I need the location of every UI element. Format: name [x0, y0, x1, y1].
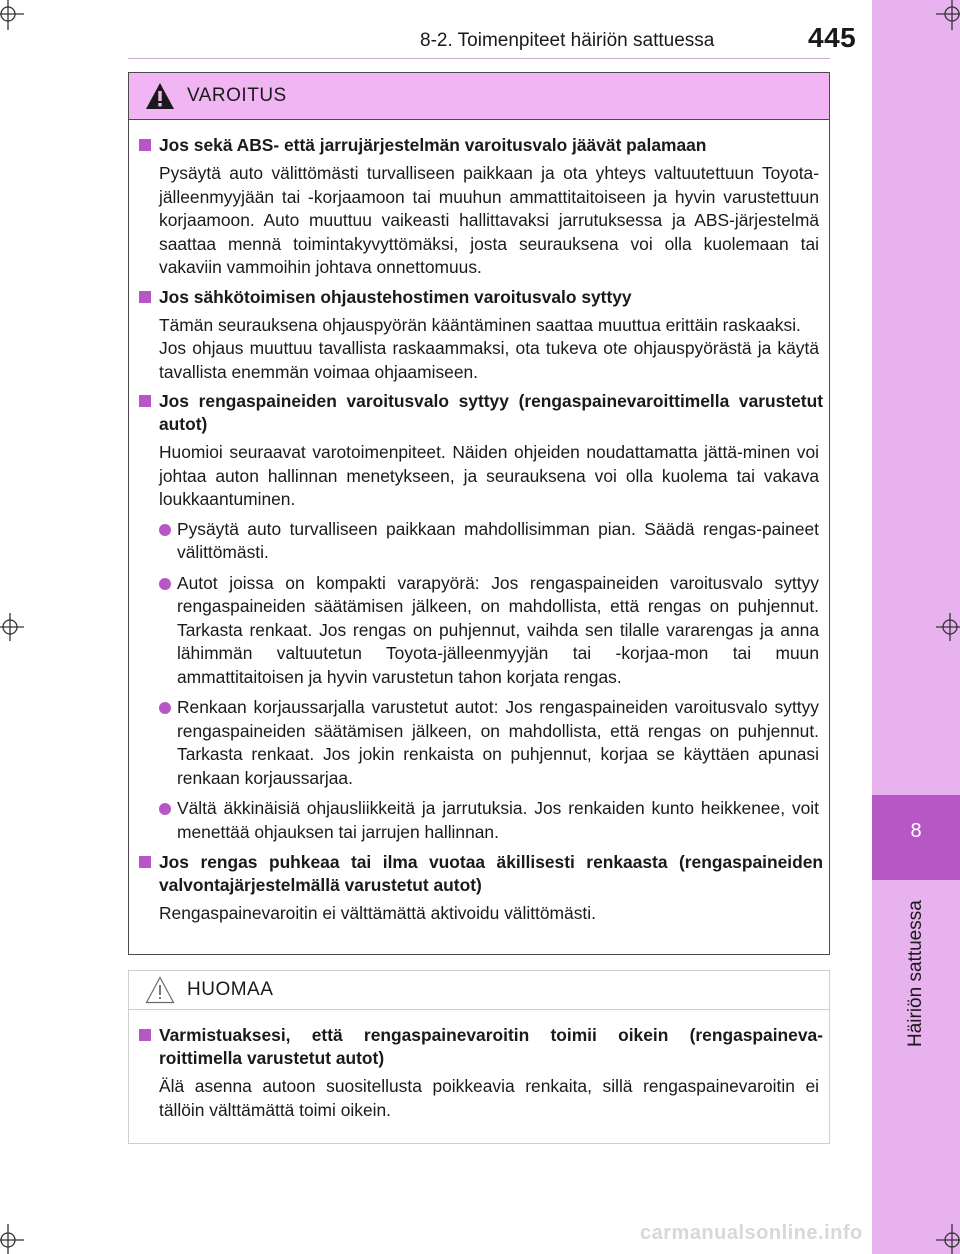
notice-header — [129, 971, 829, 1010]
crop-mark-icon — [920, 1214, 960, 1254]
warning-paragraph: Jos ohjaus muuttuu tavallista raskaammaksi, ota tukeva ote ohjauspyörästä ja käytä tavallista enemmän voimaa ohjaamiseen. — [159, 338, 819, 382]
square-bullet-icon — [139, 291, 151, 303]
square-bullet-icon — [139, 395, 151, 407]
crop-mark-icon — [0, 607, 40, 647]
header-divider — [128, 58, 830, 59]
crop-mark-icon — [0, 0, 40, 40]
square-bullet-icon — [139, 1029, 151, 1041]
notice-body — [129, 1010, 829, 1122]
dot-bullet-icon — [159, 578, 171, 590]
warning-section-title: Jos sekä ABS- että jarrujärjestelmän varoitusvalo jäävät palamaan — [135, 134, 823, 157]
notice-box — [128, 970, 830, 1144]
crop-mark-icon — [0, 1214, 40, 1254]
warning-box — [128, 72, 830, 955]
warning-paragraph: Huomioi seuraavat varotoimenpiteet. Näiden ohjeiden noudattamatta jättä-minen voi johtaa auton hallinnan menetykseen, ja seurauksena voi olla kuolema tai vakava loukkaantuminen. — [159, 442, 819, 509]
page-number: 445 — [808, 22, 857, 53]
warning-section-title: Jos rengas puhkeaa tai ilma vuotaa äkillisesti renkaasta (rengaspaineiden valvontajärjestelmällä varustetut autot) — [135, 851, 823, 897]
square-bullet-icon — [139, 856, 151, 868]
square-bullet-icon — [139, 139, 151, 151]
chapter-title: Häiriön sattuessa — [905, 900, 926, 1047]
dot-bullet-icon — [159, 702, 171, 714]
warning-section-title: Jos sähkötoimisen ohjaustehostimen varoitusvalo syttyy — [135, 286, 823, 309]
warning-label: VAROITUS — [187, 85, 287, 106]
notice-paragraph: Älä asenna autoon suositellusta poikkeavia renkaita, sillä rengaspainevaroitin ei tällöin välttämättä toimi oikein. — [159, 1076, 819, 1120]
warning-paragraph: Pysäytä auto välittömästi turvalliseen paikkaan ja ota yhteys valtuutettuun Toyota-jälleenmyyjään tai -korjaamoon tai muuhun ammattitaitoiseen ja hyvin varustettuun korjaamoon. Auto muuttuu vaikeasti hallittavaksi jarrutuksessa ja ABS-järjestelmä saattaa mennä toimintakyvyttömäksi, josta seurauksena voi olla kuolemaan tai vakaviin vammoihin johtava onnettomuus. — [159, 163, 819, 277]
crop-mark-icon — [920, 607, 960, 647]
section-title: 8-2. Toimenpiteet häiriön sattuessa — [420, 30, 715, 51]
warning-paragraph: Rengaspainevaroitin ei välttämättä aktivoidu välittömästi. — [159, 903, 596, 923]
warning-body — [129, 120, 829, 926]
list-item: Vältä äkkinäisiä ohjausliikkeitä ja jarrutuksia. Jos renkaiden kunto heikkenee, voit menettää ohjauksen tai jarrujen hallinnan. — [135, 797, 823, 844]
list-item: Renkaan korjaussarjalla varustetut autot: Jos rengaspaineiden varoitusvalo syttyy rengaspaineiden säätämisen jälkeen, on mahdollista, että rengas on puhjennut. Tarkasta renkaat. Jos jokin renkaista on puhjennut, korjaa se käyttäen apunasi renkaan korjaussarjaa. — [135, 696, 823, 790]
dot-bullet-icon — [159, 803, 171, 815]
list-item: Autot joissa on kompakti varapyörä: Jos rengaspaineiden varoitusvalo syttyy rengaspaineiden säätämisen jälkeen, on mahdollista, että rengas on puhjennut. Tarkasta renkaat. Jos rengas on puhjennut, vaihda sen tilalle vararengas ja anna lähimmän valtuutetun Toyota-jälleenmyyjän tai -korjaa-mon tai muun ammattitaitoisen ja hyvin varustetun tahon korjata rengas. — [135, 572, 823, 690]
watermark: carmanualsonline.info — [640, 1222, 863, 1244]
warning-paragraph: Tämän seurauksena ohjauspyörän kääntäminen saattaa muuttua erittäin raskaaksi. — [159, 314, 801, 335]
list-item: Pysäytä auto turvalliseen paikkaan mahdollisimman pian. Säädä rengas-paineet välittömästi. — [135, 518, 823, 565]
notice-section-title: Varmistuaksesi, että rengaspainevaroitin toimii oikein (rengaspaineva-roittimella varustetut autot) — [135, 1024, 823, 1070]
caution-triangle-icon — [145, 976, 175, 1004]
warning-header — [129, 73, 829, 120]
warning-triangle-icon — [145, 82, 175, 110]
crop-mark-icon — [920, 0, 960, 40]
dot-bullet-icon — [159, 524, 171, 536]
chapter-number: 8 — [910, 820, 922, 842]
notice-label: HUOMAA — [187, 979, 274, 1000]
warning-section-title: Jos rengaspaineiden varoitusvalo syttyy (rengaspainevaroittimella varustetut autot) — [135, 390, 823, 436]
